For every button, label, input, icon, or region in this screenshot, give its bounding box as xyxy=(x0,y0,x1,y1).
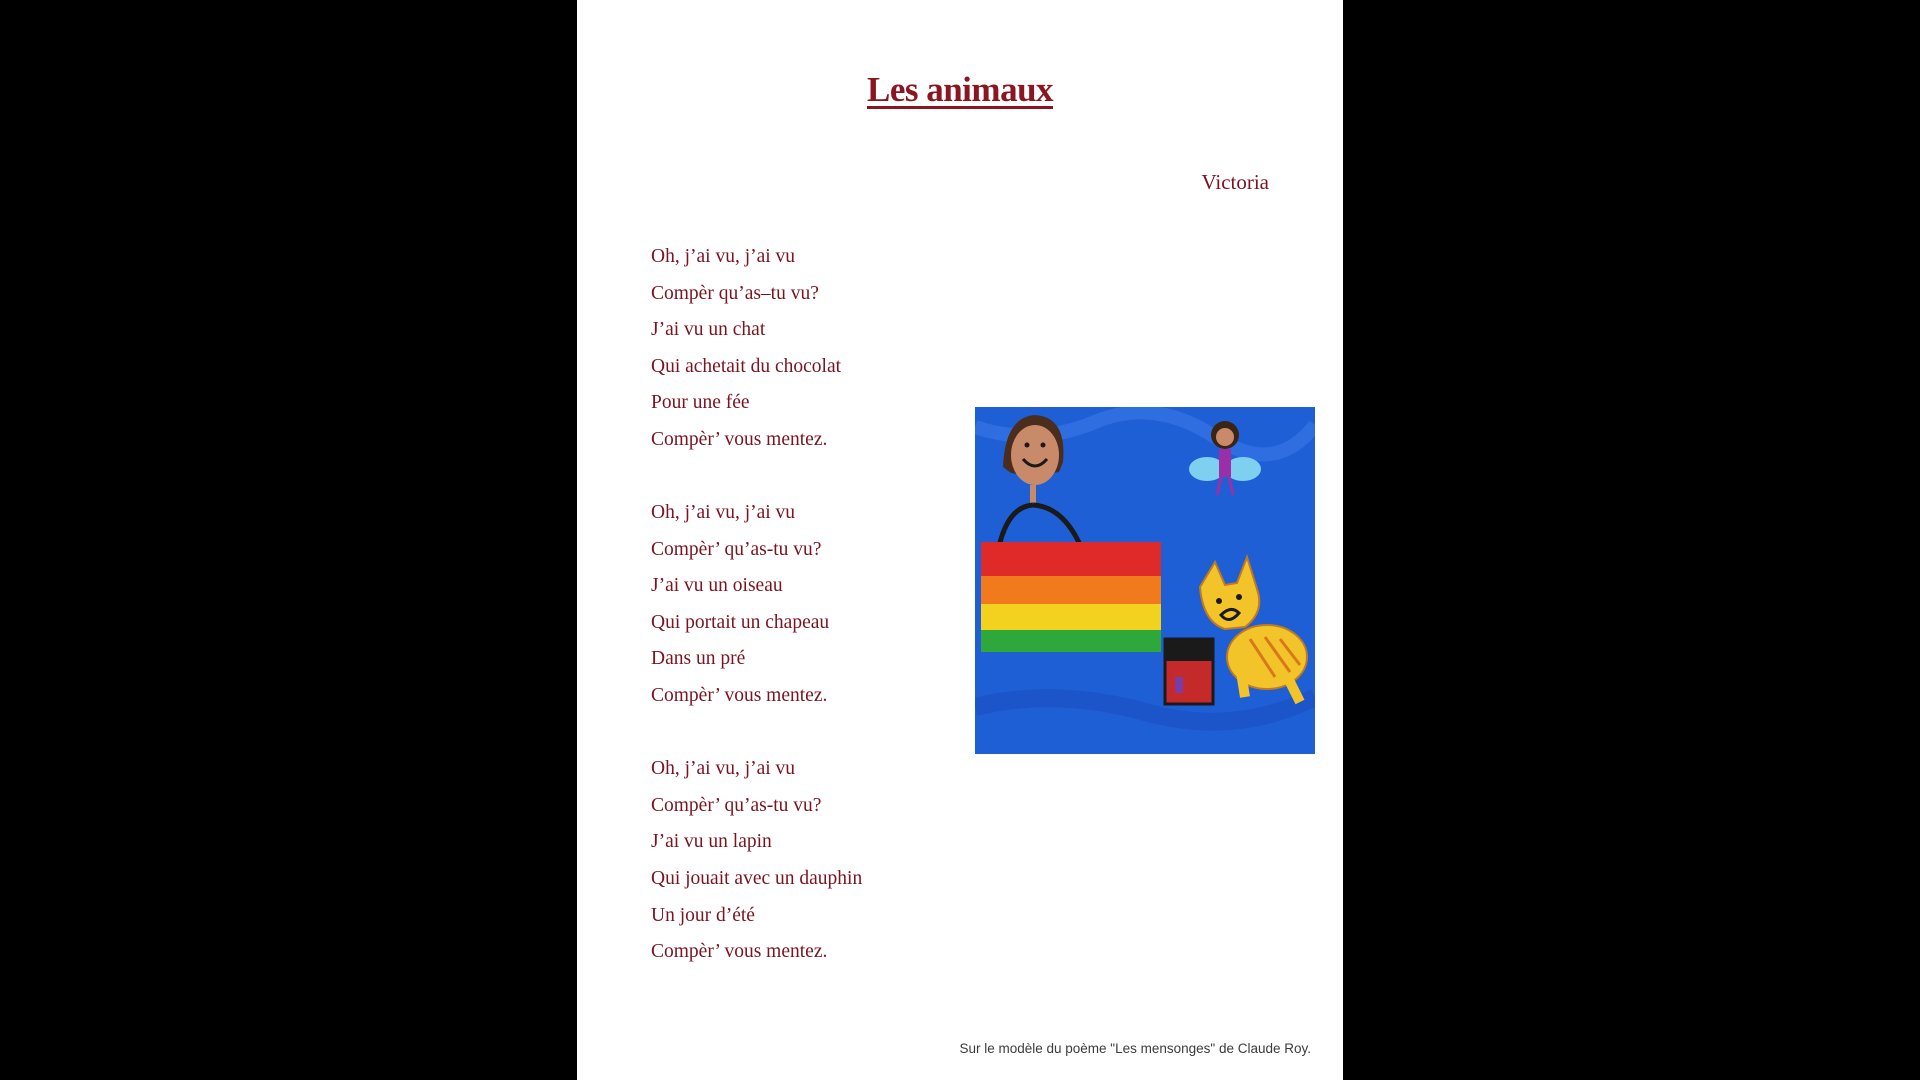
poem-line: Oh, j’ai vu, j’ai vu xyxy=(651,246,796,267)
poem-line: Oh, j’ai vu, j’ai vu xyxy=(651,502,796,524)
poem-line: J’ai vu un lapin xyxy=(651,831,772,853)
poem-line: Compèr’ vous mentez. xyxy=(651,428,828,450)
poem-line: Compèr’ qu’as-tu vu? xyxy=(651,538,822,560)
source-credit: Sur le modèle du poème "Les mensonges" de Claude Roy. xyxy=(959,1041,1311,1056)
child-drawing-illustration xyxy=(975,407,1315,754)
poem-line: Qui achetait du chocolat xyxy=(651,355,842,377)
poem-author: Victoria xyxy=(1201,170,1269,194)
poem-line: Qui jouait avec un dauphin xyxy=(651,867,863,889)
rainbow-flag xyxy=(981,542,1161,652)
poem-line: Un jour d’été xyxy=(651,904,755,926)
chocolate-bar xyxy=(1165,639,1213,704)
stanza xyxy=(651,242,862,462)
poem-line: Compèr’ qu’as-tu vu? xyxy=(651,794,822,816)
poem-line: Qui portait un chapeau xyxy=(651,611,830,633)
poem-line: Pour une fée xyxy=(651,392,750,414)
stanza xyxy=(651,498,862,718)
poem-line: Oh, j’ai vu, j’ai vu xyxy=(651,758,796,780)
stanza xyxy=(651,754,862,974)
poem-line: J’ai vu un oiseau xyxy=(651,575,783,597)
poem-body xyxy=(651,242,862,1010)
poem-line: Compèr’ vous mentez. xyxy=(651,685,828,707)
poem-title: Les animaux xyxy=(866,70,1054,109)
poem-line: Compèr qu’as–tu vu? xyxy=(651,282,819,304)
poem-line: Compèr’ vous mentez. xyxy=(651,941,828,963)
document-page xyxy=(577,0,1343,1080)
poem-line: J’ai vu un chat xyxy=(651,319,766,341)
poem-line: Dans un pré xyxy=(651,648,746,670)
